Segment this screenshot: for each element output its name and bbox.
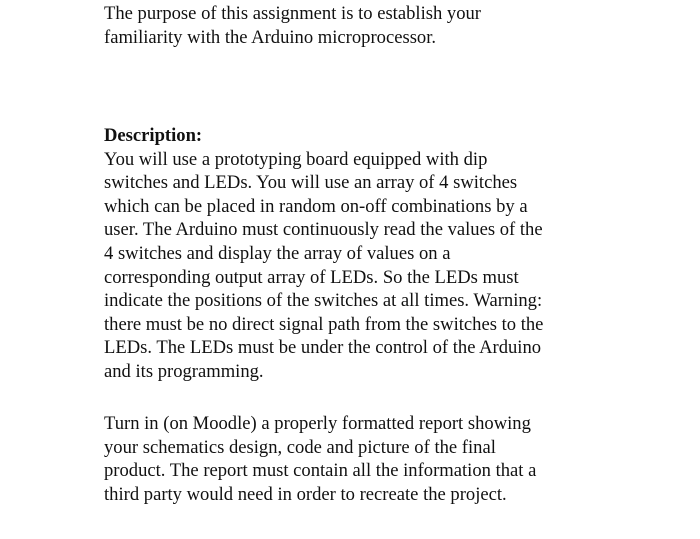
intro-line: The purpose of this assignment is to establish your — [104, 3, 481, 24]
description-line: LEDs. The LEDs must be under the control of the Arduino — [104, 337, 542, 359]
turn-in-line: product. The report must contain all the information that a — [104, 460, 537, 482]
turn-in-paragraph — [104, 412, 604, 506]
description-line: which can be placed in random on-off combinations by a — [104, 195, 528, 217]
turn-in-line: third party would need in order to recreate the project. — [104, 483, 507, 505]
description-heading: Description: — [104, 125, 203, 146]
description-line: corresponding output array of LEDs. So the LEDs must — [104, 266, 519, 288]
description-line: user. The Arduino must continuously read the values of the — [104, 219, 543, 241]
description-line: there must be no direct signal path from the switches to the — [104, 313, 544, 335]
description-line: indicate the positions of the switches at all times. Warning: — [104, 290, 543, 312]
turn-in-line: Turn in (on Moodle) a properly formatted report showing — [104, 413, 531, 434]
intro-line: familiarity with the Arduino microprocessor. — [104, 26, 437, 48]
intro-paragraph — [104, 2, 604, 49]
description-section — [104, 124, 604, 384]
description-line: 4 switches and display the array of values on a — [104, 242, 451, 264]
description-line: switches and LEDs. You will use an array of 4 switches — [104, 172, 518, 194]
description-line: You will use a prototyping board equipped with dip — [104, 148, 488, 170]
description-line: and its programming. — [104, 360, 264, 382]
turn-in-line: your schematics design, code and picture of the final — [104, 436, 496, 458]
